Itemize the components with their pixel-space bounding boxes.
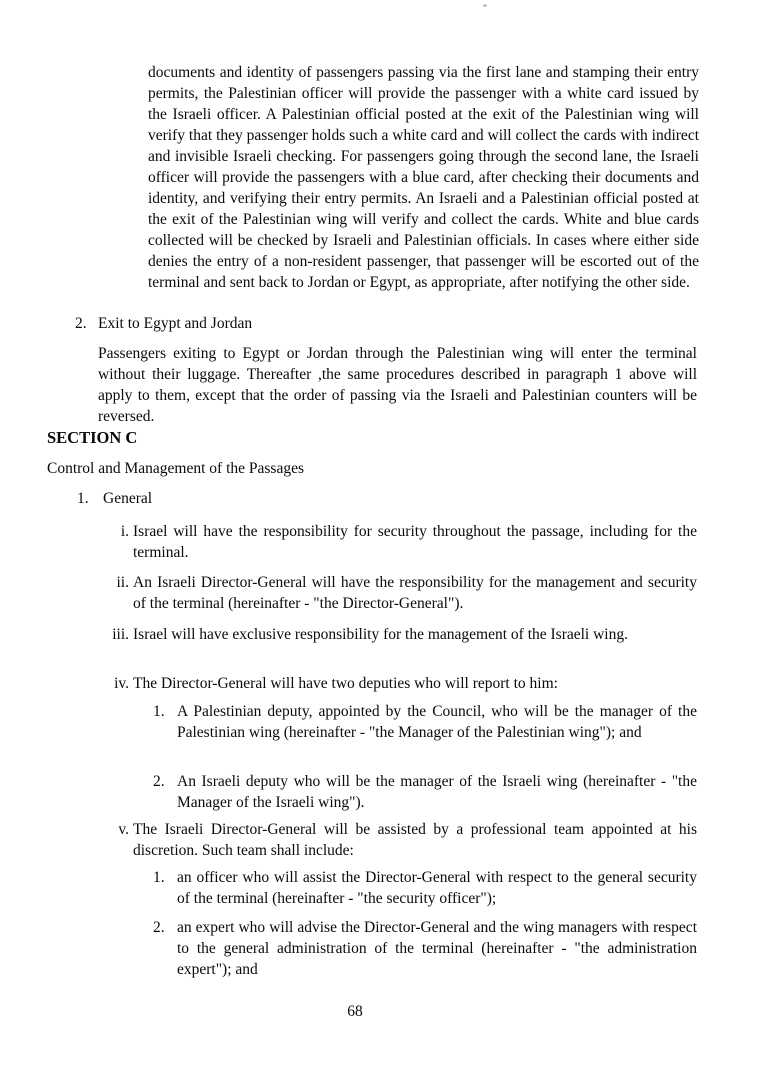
intro-paragraph: documents and identity of passengers passing via the first lane and stamping their entry permits, the Palestinian officer will provide the passenger with a white card issued by the Israeli officer. A Palestinian official posted at the exit of the Palestinian wing will verify that they passenger holds such a white card and will collect the cards with indirect and invisible Israeli checking. For passengers going through the second lane, the Israeli officer will provide the passengers with a blue card, after checking their documents and identity, and verifying their entry permits. An Israeli and a Palestinian official posted at the exit of the Palestinian wing will verify and collect the cards. White and blue cards collected will be checked by Israeli and Palestinian officials. In cases where either side denies the entry of a non-resident passenger, that passenger will be escorted out of the terminal and sent back to Jordan or Egypt, as appropriate, after notifying the other side.: [148, 64, 699, 291]
roman-text: An Israeli Director-General will have the responsibility for the management and security of the terminal (hereinafter - "the Director-General").: [133, 574, 697, 612]
sub-text: an officer who will assist the Director-General with respect to the general security of the terminal (hereinafter - "the security officer");: [177, 869, 697, 907]
sub-item: [153, 701, 697, 743]
roman-text: Israel will have exclusive responsibility for the management of the Israeli wing.: [133, 626, 628, 643]
item-marker: 2.: [75, 315, 87, 332]
roman-item-ii: [105, 572, 697, 614]
roman-text: The Director-General will have two deputies who will report to him:: [133, 675, 558, 692]
roman-item-v: [105, 819, 697, 861]
list-item-1-general: [77, 488, 152, 509]
roman-item-iii: [105, 624, 697, 645]
roman-text: The Israeli Director-General will be assisted by a professional team appointed at his discretion. Such team shall include:: [133, 821, 697, 859]
sub-marker: 2.: [153, 919, 165, 936]
roman-item-i: [105, 521, 697, 563]
sub-item: [153, 917, 697, 980]
sub-text: A Palestinian deputy, appointed by the Council, who will be the manager of the Palestinian wing (hereinafter - "the Manager of the Palestinian wing"); and: [177, 703, 697, 741]
sub-marker: 2.: [153, 773, 165, 790]
roman-item-iv: [105, 673, 697, 694]
sub-marker: 1.: [153, 869, 165, 886]
roman-marker: ii.: [116, 574, 129, 591]
item-2-paragraph: Passengers exiting to Egypt or Jordan through the Palestinian wing will enter the terminal without their luggage. Thereafter ,the same procedures described in paragraph 1 above will apply to them, except that the order of passing via the Israeli and Palestinian counters will be reversed.: [98, 345, 697, 425]
sub-marker: 1.: [153, 703, 165, 720]
item-marker: 1.: [77, 490, 89, 507]
sub-text: an expert who will advise the Director-General and the wing managers with respect to the general administration of the terminal (hereinafter - "the administration expert"); and: [177, 919, 697, 978]
scan-artifact-dot: [483, 4, 487, 7]
sub-text: An Israeli deputy who will be the manager of the Israeli wing (hereinafter - "the Manager of the Israeli wing").: [177, 773, 697, 811]
list-item-2-exit: [75, 313, 252, 334]
roman-text: Israel will have the responsibility for security throughout the passage, including for the terminal.: [133, 523, 697, 561]
page-number: 68: [347, 1003, 363, 1020]
sub-item: [153, 867, 697, 909]
section-heading: SECTION C: [47, 428, 138, 447]
section-subtitle: Control and Management of the Passages: [47, 460, 304, 477]
sub-item: [153, 771, 697, 813]
item-title: General: [103, 490, 153, 507]
item-title: Exit to Egypt and Jordan: [98, 315, 253, 332]
roman-marker: i.: [120, 523, 129, 540]
roman-marker: iv.: [114, 675, 129, 692]
roman-marker: iii.: [112, 626, 129, 643]
roman-marker: v.: [118, 821, 129, 838]
